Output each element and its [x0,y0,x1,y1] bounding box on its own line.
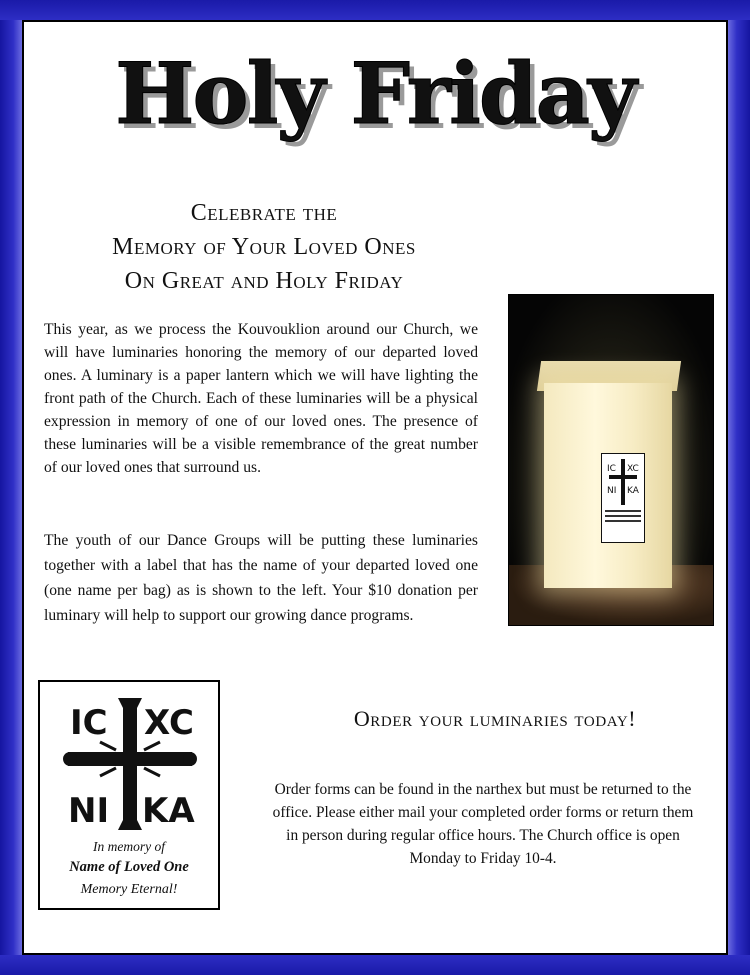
svg-text:NI: NI [607,486,617,496]
svg-text:KA: KA [627,486,639,496]
mini-text-line [605,515,641,517]
intro-paragraph: This year, as we process the Kouvouklion around our Church, we will have luminaries honoring the memory of our departed loved ones. A luminary is a paper lantern which we will have lighting the front path of the Church. Each of these luminaries will be a physical expression in memory of one of our loved ones. The presence of these luminaries will be a visible remembrance of the great number of our loved ones that surround us. [44,321,478,476]
svg-text:IC: IC [607,464,616,474]
headline-line-1: Celebrate the [190,200,338,226]
flyer-page [22,20,728,955]
label-eternal: Memory Eternal! [80,882,178,897]
headline-line-3: On Great and Holy Friday [124,268,404,294]
memorial-label [38,680,220,910]
border-right [728,0,750,975]
mini-cross-icon [605,457,641,507]
cross-letter-ka: KA [142,791,195,831]
label-in-memory: In memory of [93,839,165,854]
cross-letter-ni: NI [68,791,110,831]
headline-line-2: Memory of Your Loved Ones [112,234,416,260]
label-name: Name of Loved One [69,859,189,875]
headline [44,196,484,298]
border-bottom [0,955,750,975]
border-left [0,0,22,975]
luminary-photo [508,294,714,626]
mini-text-line [605,510,641,512]
svg-text:XC: XC [627,464,639,474]
order-heading: Order your luminaries today! [353,706,637,731]
order-instructions: Order forms can be found in the narthex but must be returned to the office. Please either mail your completed order forms or return them in person during regular office hours. The Church office is open Monday to Friday 10-4. [272,781,694,867]
mini-text-line [605,520,641,522]
cross-letters [40,682,218,832]
page-title: Holy Friday [115,44,635,143]
border-top [0,0,750,20]
luminary-bag-label [601,453,645,543]
cross-letter-xc: XC [144,703,194,743]
cross-letter-ic: IC [70,703,108,743]
donation-paragraph: The youth of our Dance Groups will be putting these luminaries together with a label that has the name of your departed loved one (one name per bag) as is shown to the left. Your $10 donation per luminary will help to support our growing dance programs. [44,532,478,624]
